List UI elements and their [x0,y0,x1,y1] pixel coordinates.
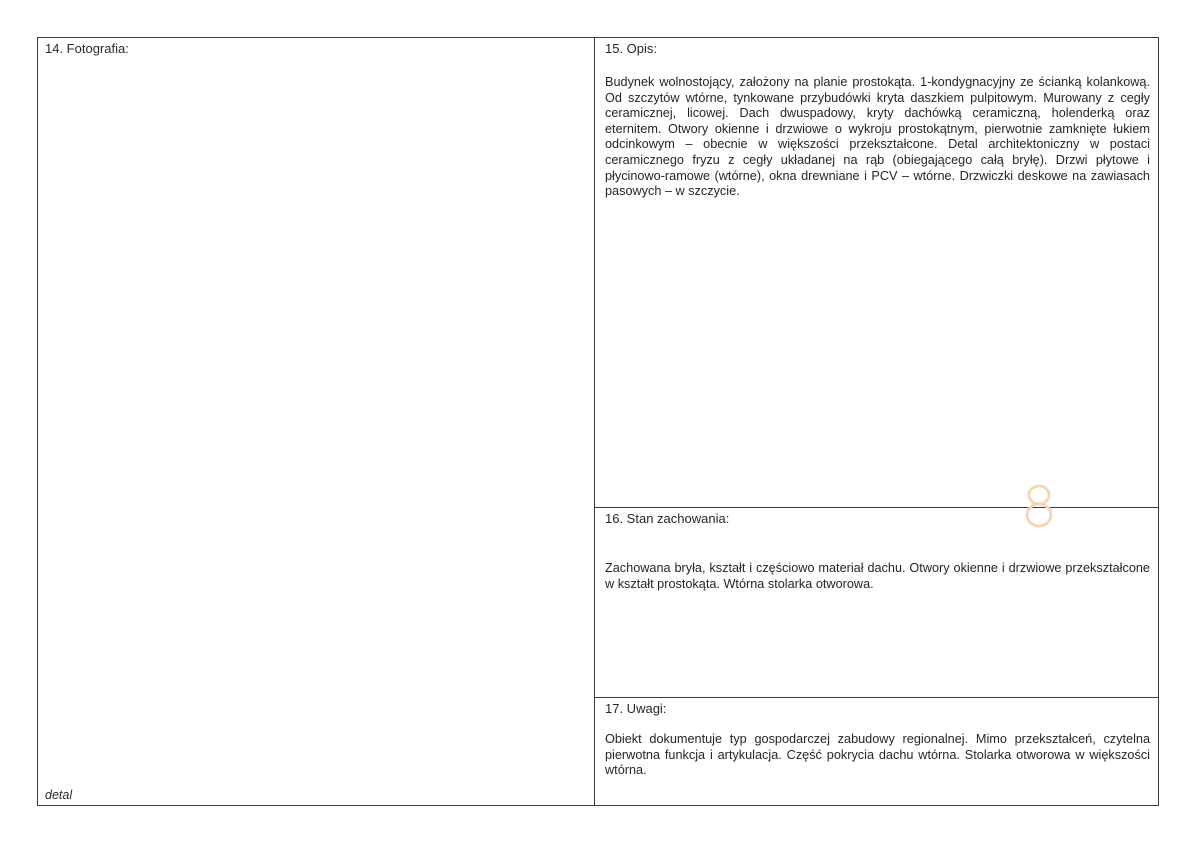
condition-text: Zachowana bryła, kształt i częściowo materiał dachu. Otwory okienne i drzwiowe przekształcone w kształt prostokąta. Wtórna stolarka otworowa. [605,561,1150,591]
photo-section-title: 14. Fotografia: [45,41,129,56]
photo-placeholder [39,60,593,787]
notes-section [595,698,1158,805]
description-title: 15. Opis: [605,41,658,56]
photo-caption: detal [45,788,73,802]
condition-title: 16. Stan zachowania: [605,511,730,526]
condition-section [595,508,1158,698]
notes-text: Obiekt dokumentuje typ gospodarczej zabudowy regionalnej. Mimo przekształceń, czytelna pierwotna funkcja i artykulacja. Część pokrycia dachu wtórna. Stolarka otworowa w większości wtórna. [605,732,1150,778]
photo-section [38,38,595,805]
record-card [37,37,1159,806]
description-text: Budynek wolnostojący, założony na planie prostokąta. 1-kondygnacyjny ze ścianką kolankową. Od szczytów wtórne, tynkowane przybudówki kryta daszkiem pulpitowym. Murowany z cegły ceramicznej, licowej. Dach dwuspadowy, kryty dachówką ceramiczną, holenderką oraz eternitem. Otwory okienne i drzwiowe o wykroju prostokątnym, pierwotnie zamknięte łukiem odcinkowym – obecnie w większości przekształcone. Detal architektoniczny w postaci ceramicznego fryzu z cegły układanej na rąb (obiegającego całą bryłę). Drzwi płytowe i płycinowo-ramowe (wtórne), okna drewniane i PCV – wtórne. Drzwiczki deskowe na zawiasach pasowych – w szczycie. [605,75,1150,199]
details-column [595,38,1158,805]
notes-title: 17. Uwagi: [605,701,667,716]
description-section [595,38,1158,508]
